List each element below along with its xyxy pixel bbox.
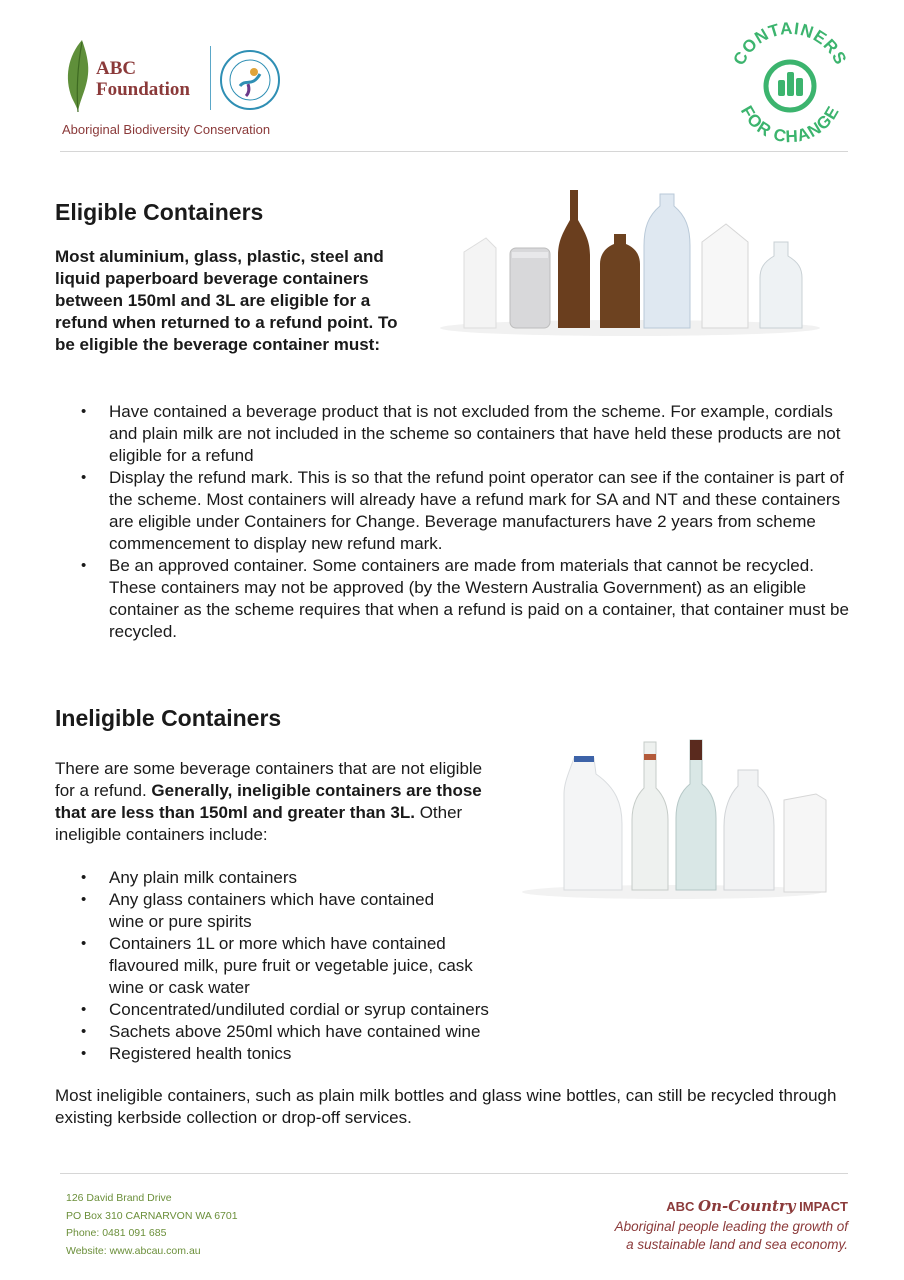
phone-number: Phone: 0481 091 685 <box>66 1227 167 1239</box>
org-name <box>96 58 190 100</box>
impact-prefix: ABC <box>666 1199 699 1214</box>
list-item: • Any glass containers which have contained wine or pure spirits <box>55 889 449 933</box>
list-item: • Any plain milk containers <box>55 867 535 889</box>
cfc-logo-top-text: CONTAINERS <box>729 22 851 69</box>
ineligible-intro-bold: Generally, ineligible containers are those that are less than 150ml and greater than 3L. <box>55 781 482 822</box>
ineligible-containers-image <box>512 734 832 900</box>
containers-for-change-logo <box>726 22 854 146</box>
ineligible-heading: Ineligible Containers <box>55 705 282 731</box>
ineligible-intro-plain: There are some beverage containers that are not eligible for a refund. <box>55 759 483 800</box>
list-item: • Have contained a beverage product that is not excluded from the scheme. For example, cordials and plain milk are not included in the scheme so containers that have held these products are not eligible for a refund <box>55 401 855 467</box>
ineligible-intro <box>55 758 505 846</box>
cfc-logo-bottom-text: FOR CHANGE <box>736 102 844 146</box>
eligible-intro: Most aluminium, glass, plastic, steel and liquid paperboard beverage containers between 150ml and 3L are eligible for a refund when returned to a refund point. To be eligible the beverage container must: <box>55 247 398 354</box>
tagline-line: Aboriginal people leading the growth of <box>614 1219 848 1234</box>
list-item: • Sachets above 250ml which have contained wine <box>55 1021 535 1043</box>
list-item: • Concentrated/undiluted cordial or syrup containers <box>55 999 535 1021</box>
website-link[interactable]: Website: www.abcau.com.au <box>66 1244 201 1257</box>
list-item: • Containers 1L or more which have contained flavoured milk, pure fruit or vegetable juice, cask wine or cask water <box>55 933 509 999</box>
impact-tagline <box>615 1218 848 1254</box>
registered-charity-seal-icon <box>218 48 282 112</box>
footer-address <box>66 1190 238 1260</box>
address-line: 126 David Brand Drive <box>66 1192 172 1204</box>
ineligible-list <box>55 867 535 1065</box>
ineligible-closing: Most ineligible containers, such as plain milk bottles and glass wine bottles, can still be recycled through existing kerbside collection or drop-off services. <box>55 1086 837 1127</box>
list-item: • Display the refund mark. This is so that the refund point operator can see if the container is part of the scheme. Most containers will already have a refund mark for SA and NT and these containers are eligible under Containers for Change. Beverage manufacturers have 2 years from scheme commencement to display new refund mark. <box>55 467 855 555</box>
eligible-list <box>55 401 855 643</box>
ineligible-intro-tail: Other ineligible containers include: <box>55 803 463 844</box>
impact-suffix: IMPACT <box>795 1199 848 1214</box>
footer-rule <box>60 1173 848 1174</box>
header-divider <box>210 46 211 110</box>
impact-script: On-Country <box>698 1197 796 1215</box>
org-subtitle: Aboriginal Biodiversity Conservation <box>62 122 271 137</box>
org-name-line1: ABC <box>96 58 137 79</box>
list-item: • Be an approved container. Some containers are made from materials that cannot be recycled. These containers may not be approved (by the Western Australia Government) as an eligible container as the scheme requires that when a refund is paid on a container, that container must be recycled. <box>55 555 855 643</box>
impact-logo <box>666 1197 848 1215</box>
eligible-containers-image <box>430 186 830 336</box>
list-item: • Registered health tonics <box>55 1043 535 1065</box>
tagline-line: a sustainable land and sea economy. <box>626 1237 848 1252</box>
eligible-heading: Eligible Containers <box>55 199 264 225</box>
org-name-line2: Foundation <box>96 79 190 100</box>
leaf-logo-icon <box>64 38 94 114</box>
header-rule <box>60 151 848 152</box>
address-line: PO Box 310 CARNARVON WA 6701 <box>66 1209 238 1222</box>
